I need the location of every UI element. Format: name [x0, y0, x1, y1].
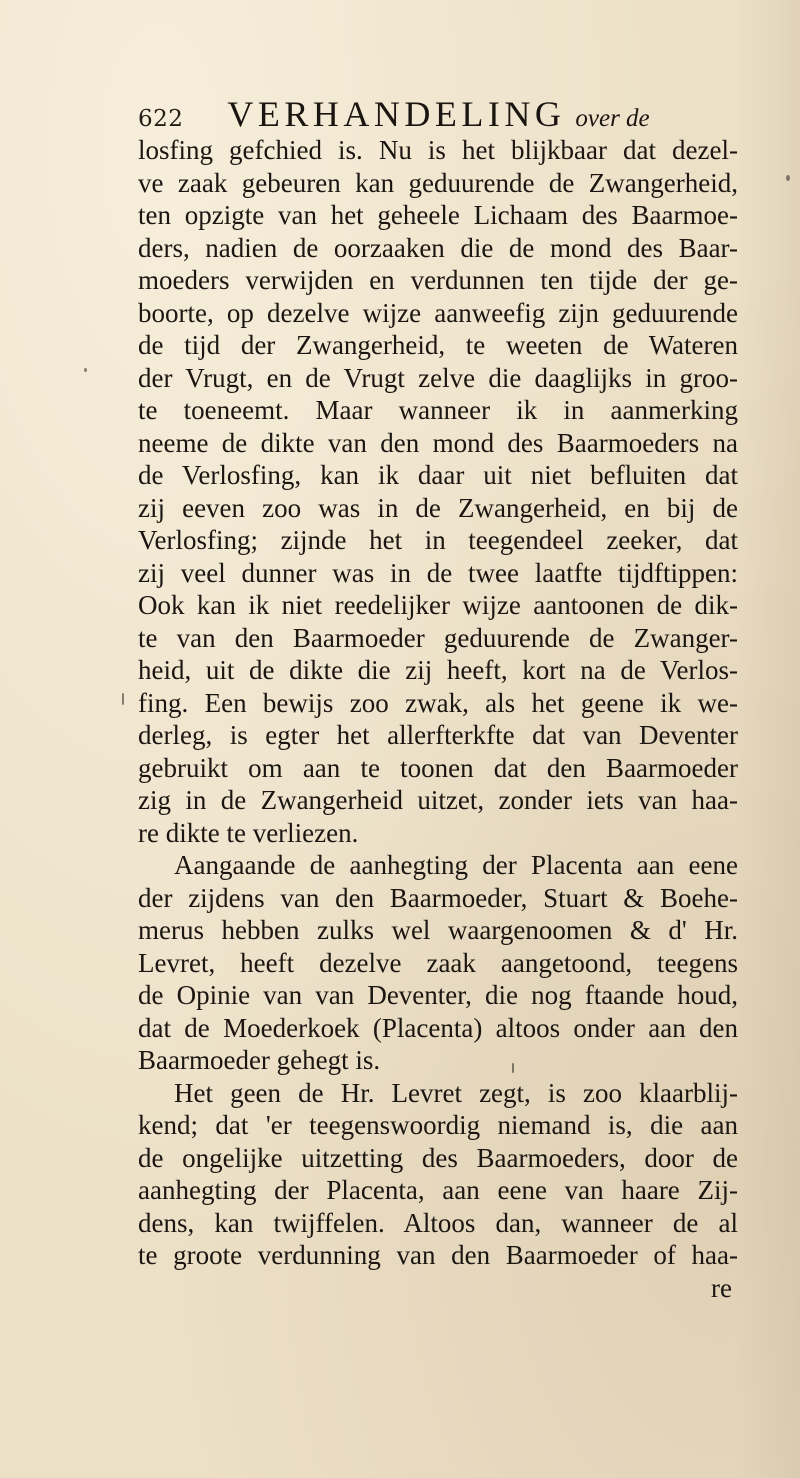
- ink-speck: [84, 368, 87, 372]
- text-line: aanhegting der Placenta, aan eene van haare Zij-: [138, 1175, 738, 1205]
- text-line: ten opzigte van het geheele Lichaam des Baarmoe-: [138, 200, 738, 230]
- text-line: losfing gefchied is. Nu is het blijkbaar dat dezel-: [138, 135, 738, 165]
- text-line: der Vrugt, en de Vrugt zelve die daaglijks in groo-: [138, 362, 738, 393]
- text-line: merus hebben zulks wel waargenoomen & d' Hr.: [138, 915, 738, 945]
- body-text: [138, 134, 738, 1304]
- text-line: Ook kan ik niet reedelijker wijze aantoonen de dik-: [138, 590, 738, 620]
- text-line: kend; dat 'er teegenswoordig niemand is, die aan: [138, 1110, 738, 1140]
- paragraph-start-line: Het geen de Hr. Levret zegt, is zoo klaarblij-: [174, 1077, 738, 1108]
- paragraph-start-line: Aangaande de aanhegting der Placenta aan eene: [174, 850, 738, 880]
- text-line: te toeneemt. Maar wanneer ik in aanmerking: [138, 395, 738, 425]
- text-line: zij veel dunner was in de twee laatfte tijdftippen:: [138, 557, 738, 588]
- text-line: zig in de Zwangerheid uitzet, zonder iets van haa-: [138, 785, 738, 815]
- text-line: moeders verwijden en verdunnen ten tijde der ge-: [138, 265, 738, 295]
- ink-speck: [122, 693, 124, 705]
- text-line: de Opinie van van Deventer, die nog ftaande houd,: [138, 980, 738, 1010]
- paragraph-end-line: Baarmoeder gehegt is.: [138, 1045, 381, 1075]
- text-line: de tijd der Zwangerheid, te weeten de Wateren: [138, 330, 738, 360]
- text-line: heid, uit de dikte die zij heeft, kort na de Verlos-: [138, 655, 738, 685]
- text-line: ders, nadien de oorzaaken die de mond des Baar-: [138, 232, 738, 263]
- running-title: VERHANDELING: [227, 94, 566, 134]
- text-line: de Verlosfing, kan ik daar uit niet befluiten dat: [138, 460, 738, 490]
- ink-speck: [786, 175, 790, 181]
- text-line: te van den Baarmoeder geduurende de Zwanger-: [138, 622, 738, 653]
- text-line: de ongelijke uitzetting des Baarmoeders, door de: [138, 1142, 738, 1173]
- text-line: Levret, heeft dezelve zaak aangetoond, teegens: [138, 947, 738, 978]
- text-line: fing. Een bewijs zoo zwak, als het geene ik we-: [138, 687, 738, 718]
- paragraph-end-line: re dikte te verliezen.: [138, 817, 359, 848]
- text-line: der zijdens van den Baarmoeder, Stuart & Boehe-: [138, 882, 738, 913]
- catchword: re: [711, 1272, 732, 1303]
- text-line: derleg, is egter het allerfterkfte dat van Deventer: [138, 720, 738, 750]
- page-number: 622: [138, 106, 184, 132]
- text-line: ve zaak gebeuren kan geduurende de Zwangerheid,: [138, 167, 738, 198]
- text-line: dens, kan twijffelen. Altoos dan, wanneer de al: [138, 1207, 738, 1238]
- text-line: zij eeven zoo was in de Zwangerheid, en bij de: [138, 492, 738, 523]
- text-line: te groote verdunning van den Baarmoeder of haa-: [138, 1240, 738, 1270]
- text-line: neeme de dikte van den mond des Baarmoeders na: [138, 427, 738, 458]
- text-line: dat de Moederkoek (Placenta) altoos onder aan den: [138, 1012, 738, 1043]
- running-title-subtitle: over de: [575, 105, 650, 132]
- text-line: Verlosfing; zijnde het in teegendeel zeeker, dat: [138, 525, 738, 555]
- ink-speck: [512, 1063, 514, 1073]
- text-line: boorte, op dezelve wijze aanweefig zijn geduurende: [138, 297, 738, 328]
- text-line: gebruikt om aan te toonen dat den Baarmoeder: [138, 752, 738, 783]
